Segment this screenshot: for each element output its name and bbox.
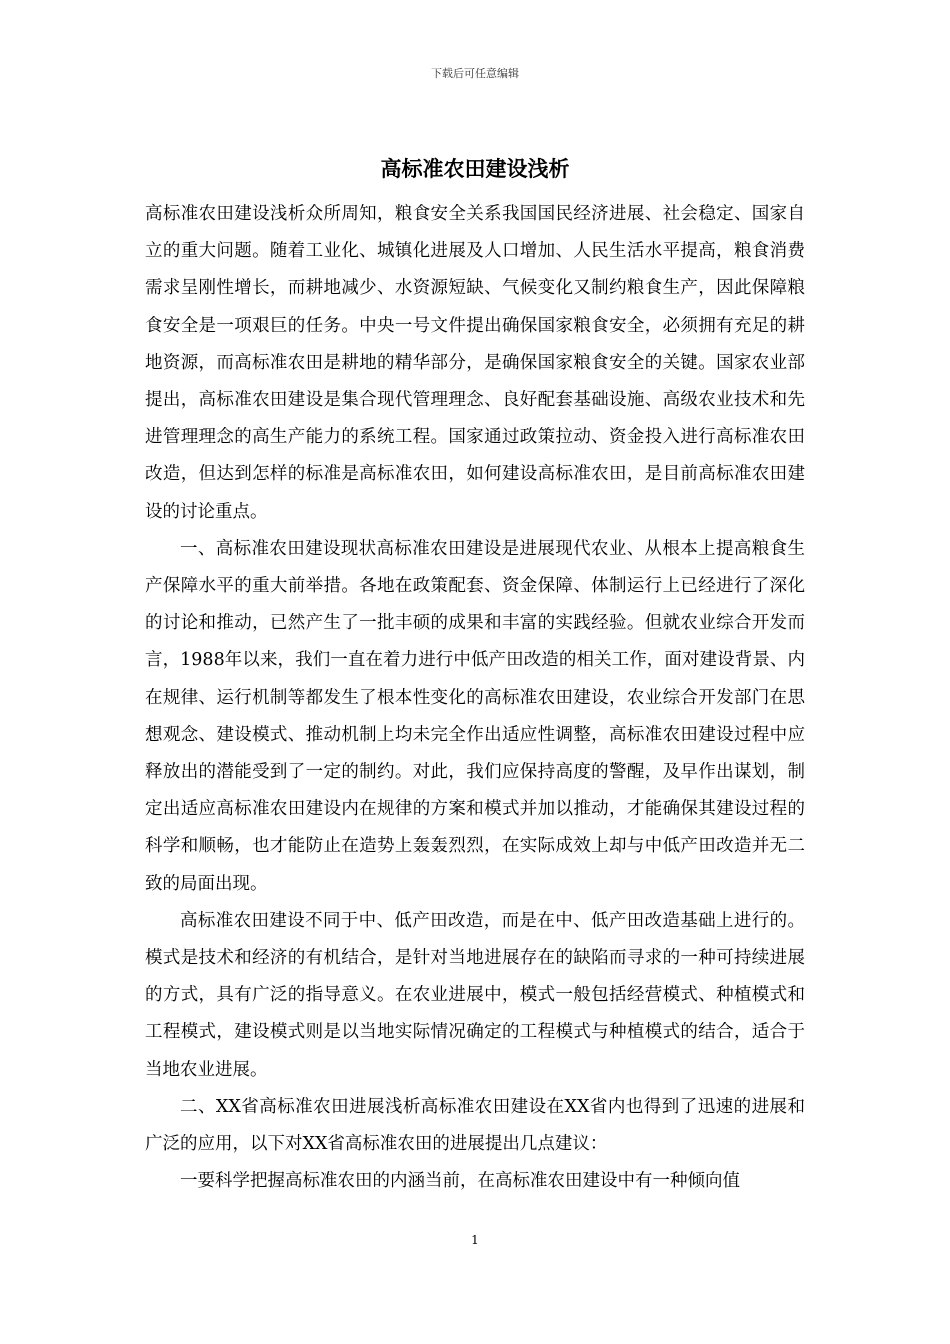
paragraph-section-1: 一、高标准农田建设现状高标准农田建设是进展现代农业、从根本上提高粮食生产保障水平的重大前举措。各地在政策配套、资金保障、体制运行上已经进行了深化的讨论和推动，已然产生了一批丰硕的成果和丰富的实践经验。但就农业综合开发而言，1988年以来，我们一直在着力进行中低产田改造的相关工作，面对建设背景、内在规律、运行机制等都发生了根本性变化的高标准农田建设，农业综合开发部门在思想观念、建设模式、推动机制上均未完全作出适应性调整，高标准农田建设过程中应释放出的潜能受到了一定的制约。对此，我们应保持高度的警醒，及早作出谋划，制定出适应高标准农田建设内在规律的方案和模式并加以推动，才能确保其建设过程的科学和顺畅，也才能防止在造势上轰轰烈烈，在实际成效上却与中低产田改造并无二致的局面出现。 <box>145 538 805 894</box>
paragraph-construction-mode: 高标准农田建设不同于中、低产田改造，而是在中、低产田改造基础上进行的。模式是技术和经济的有机结合，是针对当地进展存在的缺陷而寻求的一种可持续进展的方式，具有广泛的指导意义。在农业进展中，模式一般包括经营模式、种植模式和工程模式，建设模式则是以当地实际情况确定的工程模式与种植模式的结合，适合于当地农业进展。 <box>145 910 805 1080</box>
paragraph-intro: 高标准农田建设浅析众所周知，粮食安全关系我国国民经济进展、社会稳定、国家自立的重大问题。随着工业化、城镇化进展及人口增加、人民生活水平提高，粮食消费需求呈刚性增长，而耕地减少、水资源短缺、气候变化又制约粮食生产，因此保障粮食安全是一项艰巨的任务。中央一号文件提出确保国家粮食安全，必须拥有充足的耕地资源，而高标准农田是耕地的精华部分，是确保国家粮食安全的关键。国家农业部提出，高标准农田建设是集合现代管理理念、良好配套基础设施、高级农业技术和先进管理理念的高生产能力的系统工程。国家通过政策拉动、资金投入进行高标准农田改造，但达到怎样的标准是高标准农田，如何建设高标准农田，是目前高标准农田建设的讨论重点。 <box>145 204 805 522</box>
document-title: 高标准农田建设浅析 <box>380 156 570 181</box>
paragraph-suggestion-1: 一要科学把握高标准农田的内涵当前，在高标准农田建设中有一种倾向值 <box>180 1171 740 1192</box>
document-body <box>145 196 805 1200</box>
paragraph-section-2: 二、XX省高标准农田进展浅析高标准农田建设在XX省内也得到了迅速的进展和广泛的应用，以下对XX省高标准农田的进展提出几点建议： <box>145 1096 805 1155</box>
page-number: 1 <box>471 1233 479 1247</box>
page-header: 下载后可任意编辑 <box>431 67 519 80</box>
